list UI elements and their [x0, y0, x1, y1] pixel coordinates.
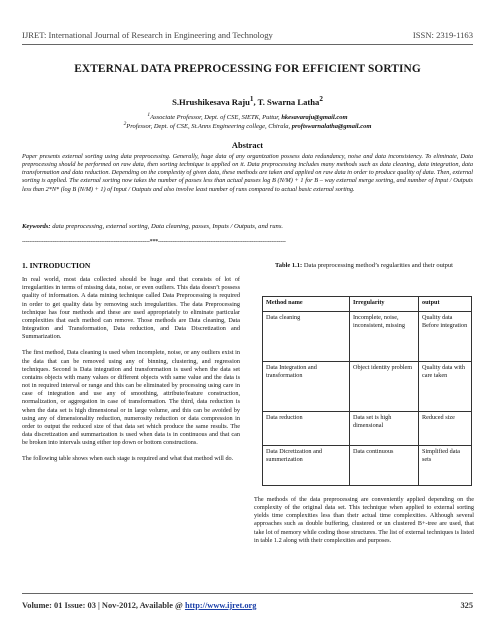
intro-heading: 1. INTRODUCTION	[22, 261, 91, 270]
intro-paragraph-2: The first method, Data cleaning is used when incomplete, noise, or any outliers exist in the data that can be removed using any of binning, clustering, and regression techniques. Second is Data integration and transformation is used when the data set contains objects with many values or different objects with same value and the data is not in required interval or range and this can be eliminated by processing using care in case of integration and use any of smoothing, attribute/feature construction, normalization, or aggregation in case of transformation. The third, data reduction is when the data set is high dimensional or in large volume, and this can be avoided by using any of dimensionality reduction, numerosity reduction or data compression in order to output the reduced size of that data set which produce the same results. The data discretization and summarization is used when data is in continuous and that can be broken into intervals using either top down or bottom constructions.	[22, 349, 240, 447]
right-column-paragraph: The methods of the data preprocessing are conveniently applied depending on the complexity of the original data set. This technique when applied to external sorting yields time complexities less than their actual time complexities. Although several approaches such as double buffering, clustered or un clustered B+-tree are used, that take lot of memory while coding those structures. The list of external techniques is listed in table 1.2 along with their complexities and purposes.	[254, 496, 474, 544]
affiliation-1-email[interactable]: hkesavaraju@gmail.com	[281, 114, 348, 122]
paper-title: EXTERNAL DATA PREPROCESSING FOR EFFICIENT SORTING	[74, 63, 421, 75]
table-cell: Data Integration and transformation	[263, 362, 350, 412]
affiliation-2	[22, 121, 473, 130]
affiliation-1-sup: 1	[147, 112, 151, 118]
footer-volume-text: Volume: 01 Issue: 03 | Nov-2012, Available @	[22, 601, 185, 610]
journal-name: IJRET: International Journal of Research in Engineering and Technology	[22, 30, 273, 40]
page-number: 325	[460, 601, 473, 610]
footer-volume	[22, 601, 256, 610]
table-caption	[254, 262, 474, 270]
affiliation-2-sup: 2	[123, 121, 127, 127]
issn: ISSN: 2319-1163	[412, 30, 473, 40]
intro-paragraph-3: The following table shows when each stage is required and what that method will do.	[22, 455, 234, 463]
header-rule	[22, 44, 473, 45]
table-cell: Simplified data sets	[419, 446, 472, 486]
abstract-heading: Abstract	[231, 141, 264, 150]
table-cell: Quality data with care taken	[419, 362, 472, 412]
table-caption-text: Data preprocessing method’s regularities and their output	[302, 262, 453, 269]
abstract-body: Paper presents external sorting using data preprocessing. Generally, huge data of any organization possess data redundancy, noise and data inconsistency. To eliminate, Data preprocessing should be performed on raw data, then sorting technique is applied on it. Data preprocessing includes many methods such as data cleaning, data integration, data transformation and data reduction. Depending on the complexity of given data, these methods are taken and applied on raw data in order to produce quality of data. Then, external sorting is applied. The external sorting now takes the number of passes less than actual passes log B (N/M) + 1 for B – way external merge sorting, and number of Input / Outputs less than 2*N* (log B (N/M) + 1) of Input / Outputs and also involve least number of runs compared to actual basic external sorting.	[22, 153, 473, 193]
section-separator: -----------------------------------------------------------------------***-----------------------------------------------------------------------	[22, 239, 286, 245]
table-row	[263, 412, 472, 446]
footer-link[interactable]: http://www.ijret.org	[184, 601, 257, 610]
table-cell: Data cleaning	[263, 312, 350, 362]
affiliation-2-text: Professor, Dept. of CSE, St.Anns Engineering college, Chirala,	[126, 123, 292, 131]
preprocessing-table	[262, 296, 472, 486]
table-cell: Quality data Before integration	[419, 312, 472, 362]
affiliation-2-email[interactable]: proftswarnalatha@gmail.com	[291, 123, 372, 131]
table-header-method: Method name	[263, 297, 350, 312]
table-cell: Data continuous	[350, 446, 419, 486]
author-2-sup: 2	[319, 95, 323, 103]
left-column	[22, 262, 240, 471]
table-cell: Data reduction	[263, 412, 350, 446]
table-header-row	[263, 297, 472, 312]
author-2: T. Swarna Latha	[257, 96, 320, 107]
author-1: S.Hrushikesava Raju	[172, 96, 250, 107]
keywords	[22, 223, 473, 230]
table-cell: Data set is high dimensional	[350, 412, 419, 446]
author-separator: ,	[253, 96, 258, 107]
table-caption-label: Table 1.1:	[275, 262, 303, 269]
table-row	[263, 446, 472, 486]
table-row	[263, 312, 472, 362]
table-cell: Incomplete, noise, inconsistent, missing	[350, 312, 419, 362]
table-header-output: output	[419, 297, 472, 312]
affiliation-1-text: Associate Professor, Dept. of CSE, SIETK, Puttur,	[150, 114, 282, 122]
intro-paragraph-1: In real world, most data collected should be huge and that consists of lot of irregularities in terms of missing data, noise, or even outliers. This data doesn’t possess quality of information. A data mining technique called Data Preprocessing is required in order to get quality data by removing such irregularities. The data Preprocessing technique has four methods and these are used appropriately to eliminate particular complexities that each method can remove. Those methods are Data cleaning, Data Integration and Transformation, Data reduction, and Data Discretization and Summarization.	[22, 276, 240, 341]
affiliation-1	[22, 112, 473, 121]
keywords-text: data preprocessing, external sorting, Data cleaning, passes, Inputs / Outputs, and runs.	[50, 223, 284, 230]
table-cell: Object identity problem	[350, 362, 419, 412]
author-1-sup: 1	[249, 95, 254, 103]
table-row	[263, 362, 472, 412]
table-header-irregularity: Irregularity	[350, 297, 419, 312]
table-cell: Data Dicretization and summerization	[263, 446, 350, 486]
keywords-label: Keywords:	[22, 223, 51, 230]
author-line	[22, 95, 473, 107]
table-cell: Reduced size	[419, 412, 472, 446]
footer-rule	[22, 593, 473, 594]
